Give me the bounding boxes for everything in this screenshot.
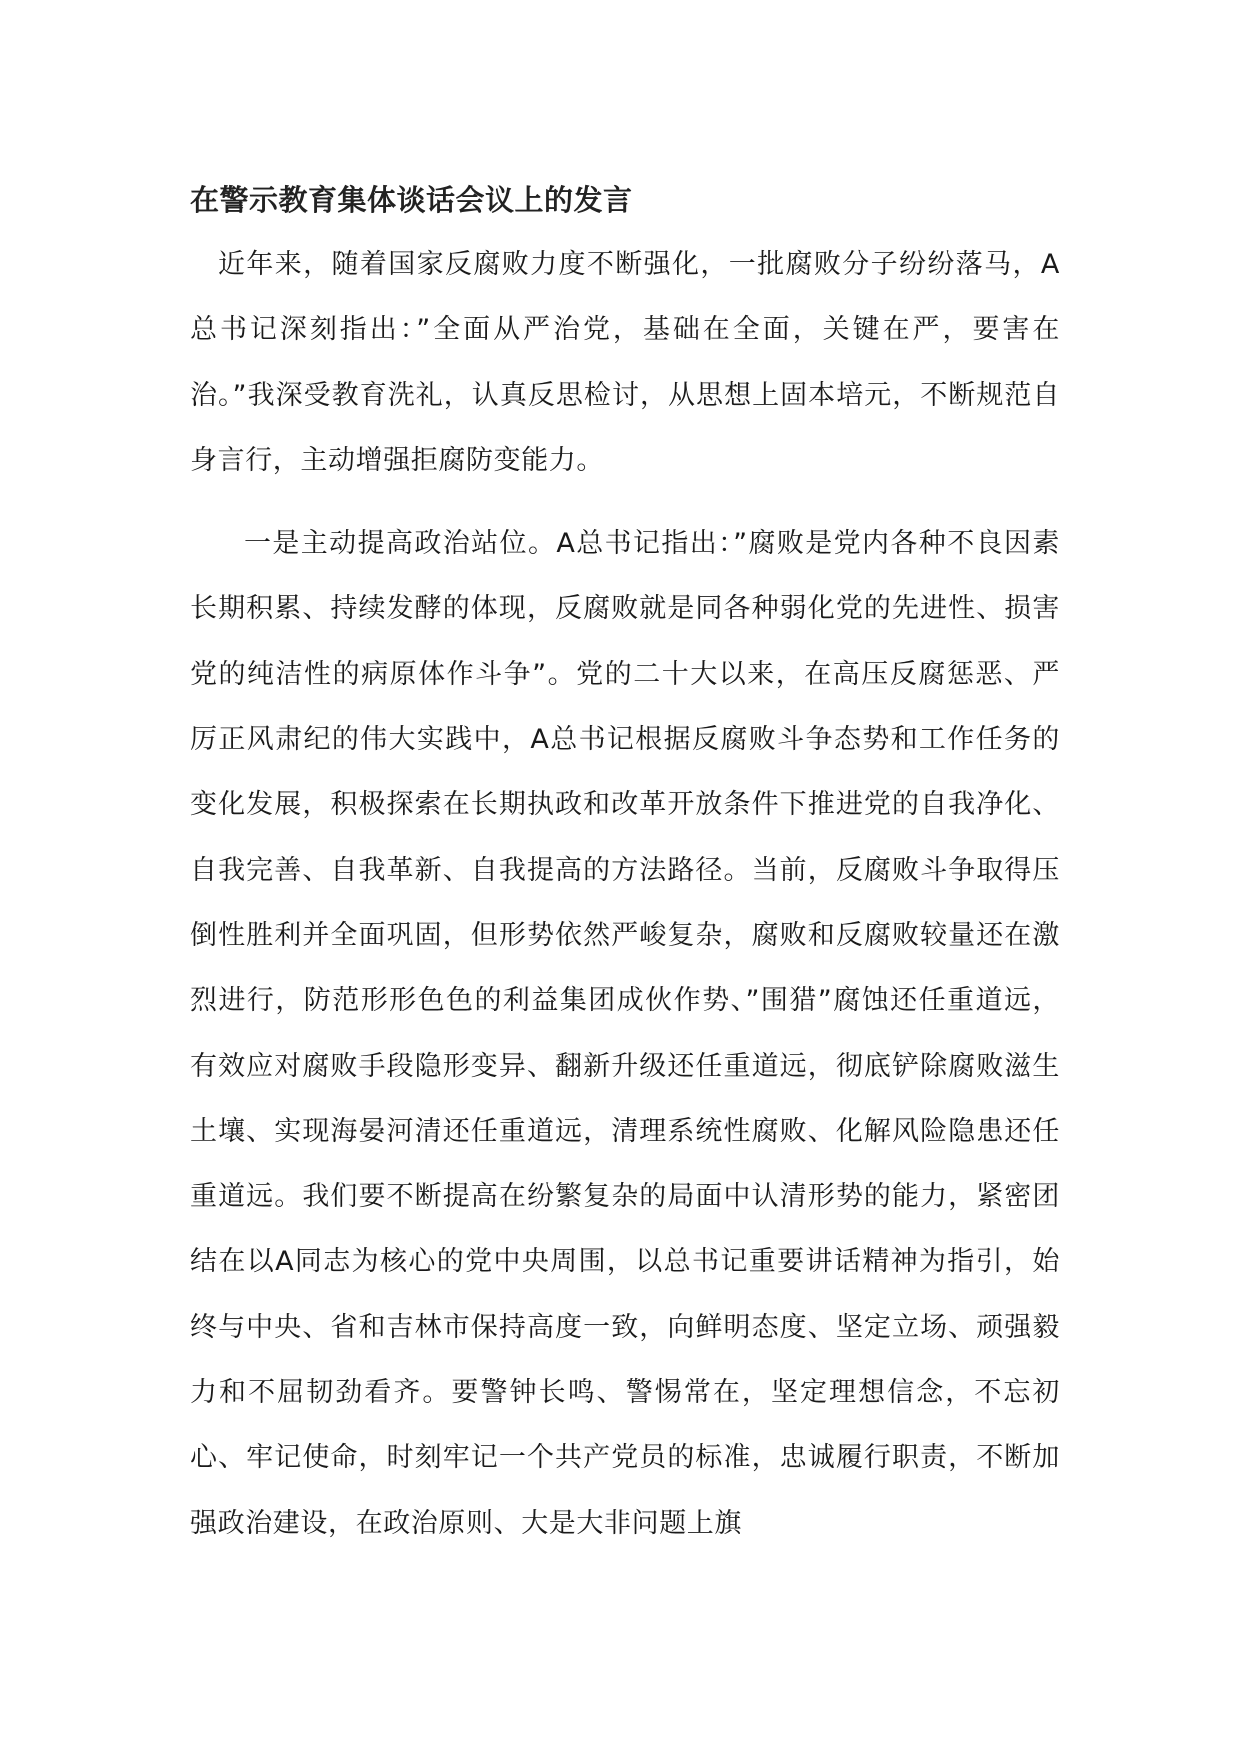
- document-title: 在警示教育集体谈话会议上的发言: [190, 183, 633, 217]
- intro-paragraph: 近年来，随着国家反腐败力度不断强化，一批腐败分子纷纷落马，A总书记深刻指出：”全面从严治党，基础在全面，关键在严，要害在治。”我深受教育洗礼，认真反思检讨，从思想上固本培元，不断规范自身言行，主动增强拒腐防变能力。: [190, 249, 1060, 476]
- body-paragraph-political-stance: 一是主动提高政治站位。A总书记指出：”腐败是党内各种不良因素长期积累、持续发酵的体现，反腐败就是同各种弱化党的先进性、损害党的纯洁性的病原体作斗争”。党的二十大以来，在高压反腐惩恶、严厉正风肃纪的伟大实践中，A总书记根据反腐败斗争态势和工作任务的变化发展，积极探索在长期执政和改革开放条件下推进党的自我净化、自我完善、自我革新、自我提高的方法路径。当前，反腐败斗争取得压倒性胜利并全面巩固，但形势依然严峻复杂，腐败和反腐败较量还在激烈进行，防范形形色色的利益集团成伙作势、”围猎”腐蚀还任重道远，有效应对腐败手段隐形变异、翻新升级还任重道远，彻底铲除腐败滋生土壤、实现海晏河清还任重道远，清理系统性腐败、化解风险隐患还任重道远。我们要不断提高在纷繁复杂的局面中认清形势的能力，紧密团结在以A同志为核心的党中央周围，以总书记重要讲话精神为指引，始终与中央、省和吉林市保持高度一致，向鲜明态度、坚定立场、顽强毅力和不屈韧劲看齐。要警钟长鸣、警惕常在，坚定理想信念，不忘初心、牢记使命，时刻牢记一个共产党员的标准，忠诚履行职责，不断加强政治建设，在政治原则、大是大非问题上旗: [190, 528, 1060, 1539]
- document-body: [190, 178, 1060, 1556]
